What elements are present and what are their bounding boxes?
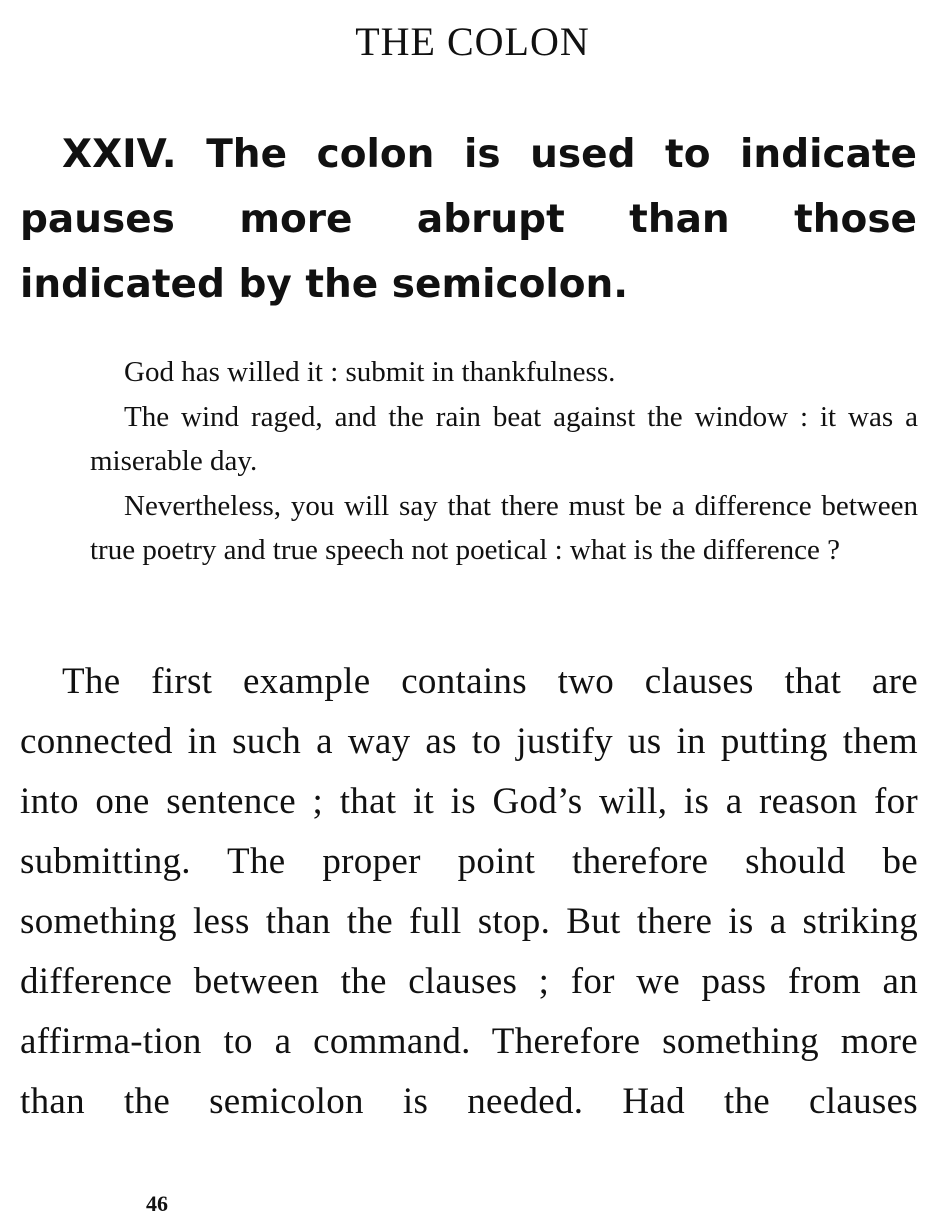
body-paragraph: The first example contains two clauses that are connected in such a way as to justify us in putting them into one sentence ; that it is God’s will, is a reason for submitting. The proper point therefore should be something less than the full stop. But there is a striking difference between the clauses ; for we pass from an affirma-tion to a command. Therefore something more than the semicolon is needed. Had the clauses — [20, 661, 918, 1122]
example-2: The wind raged, and the rain beat against the window : it was a miserable day. — [90, 400, 918, 477]
rule-statement — [20, 122, 917, 317]
rule-text: The colon is used to indicate pauses more abrupt than those indicated by the semicolon. — [20, 132, 918, 307]
example-sentences — [90, 350, 918, 573]
example-3: Nevertheless, you will say that there must be a difference between true poetry and true speech not poetical : what is the difference ? — [90, 489, 918, 566]
example-1: God has willed it : submit in thankfulness. — [124, 356, 616, 388]
body-text — [20, 652, 918, 1132]
running-head: THE COLON — [355, 19, 590, 64]
rule-number: XXIV. — [62, 132, 177, 177]
page-number: 46 — [146, 1191, 168, 1216]
